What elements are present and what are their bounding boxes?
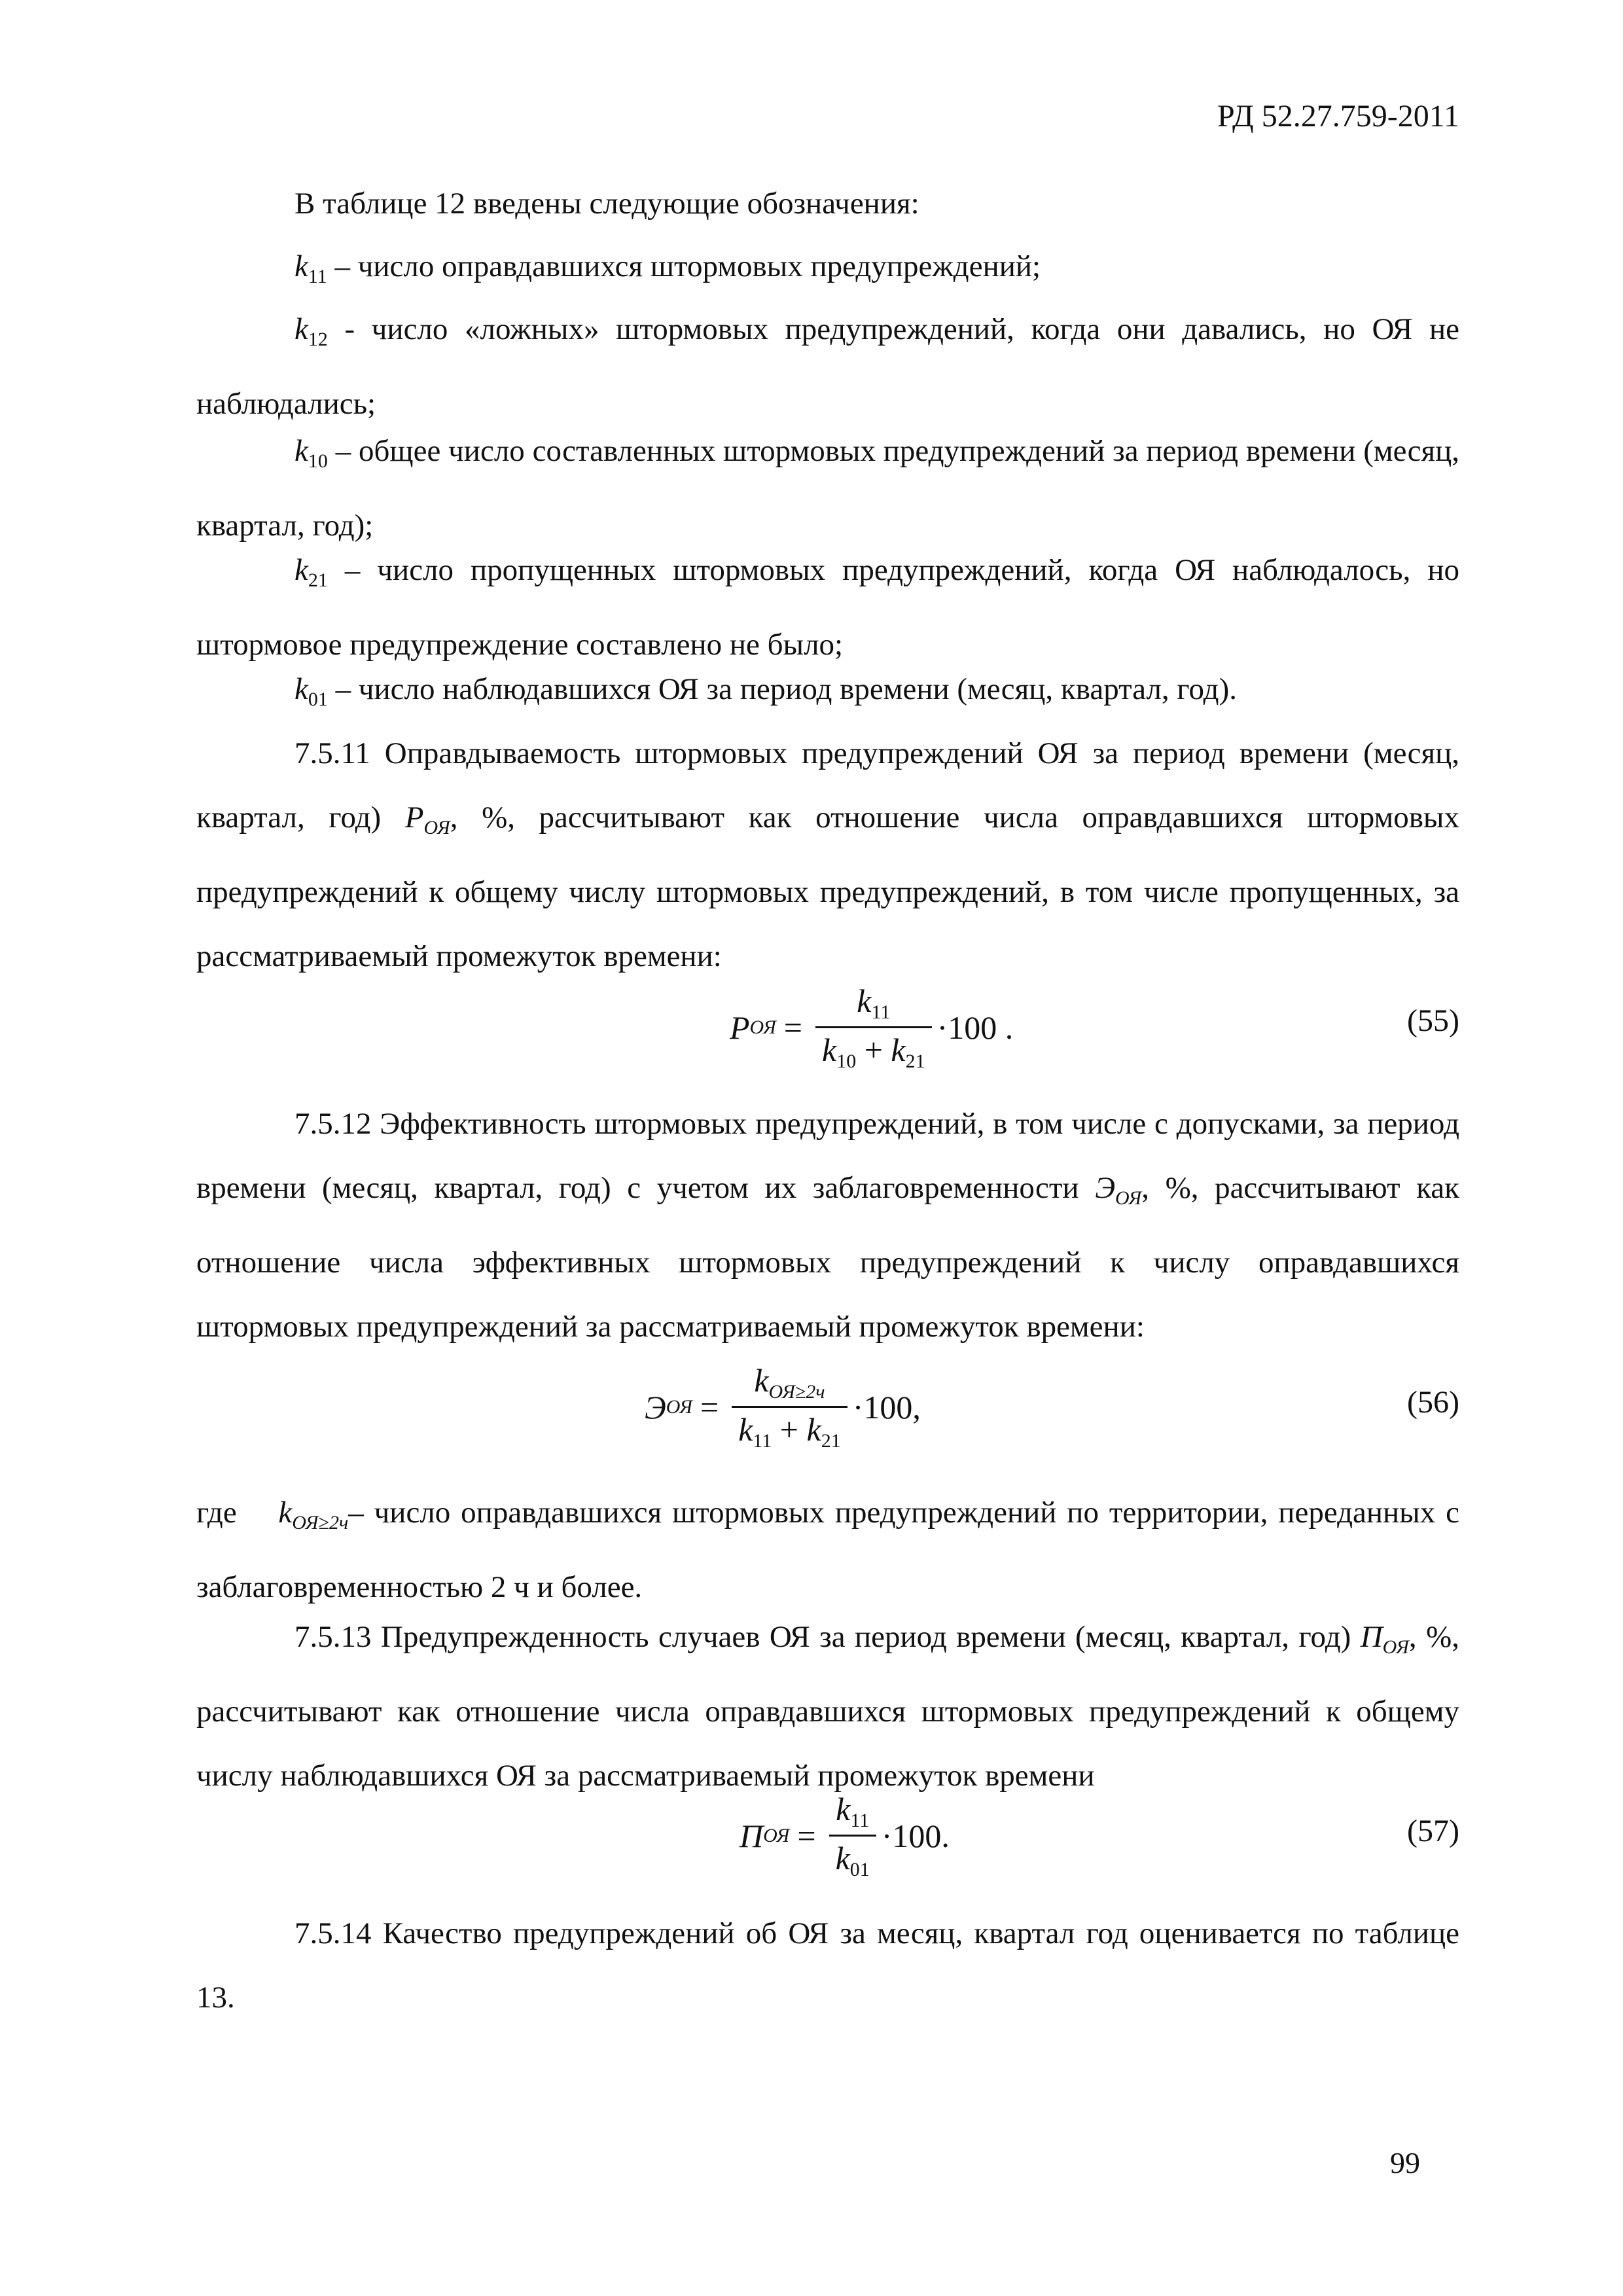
definition-k01: $k_{01}$ – число наблюдавшихся ОЯ за период времени (месяц, квартал, год).: [294, 672, 1237, 710]
paragraph-7-5-12: 7.5.12 Эффективность штормовых предупреждений, в том числе с допусками, за период времени (месяц, квартал, год) с учетом их заблаговременности $Э_{ОЯ}$, %, рассчитывают как отношение числа эффективных штормовых предупреждений к числу оправдавшихся штормовых предупреждений за рассматриваемый промежуток времени:: [196, 1107, 1460, 1344]
definition-k21: $k_{21}$ – число пропущенных штормовых предупреждений, когда ОЯ наблюдалось, но штормовое предупреждение составлено не было;: [196, 553, 1459, 662]
definition-k12: $k_{12}$ - число «ложных» штормовых предупреждений, когда они давались, но ОЯ не наблюдались;: [196, 312, 1459, 421]
fraction: $\frac{k_{11}}{k_{10} + k_{21}}$: [815, 982, 932, 1073]
document-code: РД 52.27.759-2011: [1217, 99, 1459, 134]
formula-55: P ОЯ = $\frac{k_{11}}{k_{10} + k_{21}}$ ·100 .: [730, 982, 1014, 1072]
equation-number-57: (57): [1407, 1814, 1459, 1848]
formula-57: П ОЯ = $\frac{k_{11}}{k_{01}}$ ·100.: [740, 1791, 950, 1880]
paragraph-7-5-14: 7.5.14 Качество предупреждений об ОЯ за месяц, квартал год оценивается по таблице 13.: [196, 1916, 1459, 2015]
definition-k10: $k_{10}$ – общее число составленных штормовых предупреждений за период времени (месяц, квартал, год);: [196, 434, 1460, 543]
intro-line: В таблице 12 введены следующие обозначения:: [294, 187, 919, 221]
paragraph-7-5-13: 7.5.13 Предупрежденность случаев ОЯ за период времени (месяц, квартал, год) $П_{ОЯ}$, %, рассчитывают как отношение числа оправдавшихся штормовых предупреждений к общему числу наблюдавшихся ОЯ за рассматриваемый промежуток времени: [196, 1620, 1460, 1793]
equation-number-56: (56): [1407, 1385, 1459, 1420]
where-clause: где $k_{ОЯ\ge 2ч}-$ число оправдавшихся штормовых предупреждений по территории, переданных с заблаговременностью 2 ч и более.: [196, 1496, 1459, 1604]
fraction: $\frac{k_{ОЯ\ge 2ч}}{k_{11} + k_{21}}$: [732, 1361, 847, 1452]
equation-number-55: (55): [1407, 1003, 1459, 1038]
fraction: $\frac{k_{11}}{k_{01}}$: [829, 1790, 876, 1881]
page-number: 99: [1390, 2146, 1420, 2179]
formula-56: Э ОЯ = $\frac{k_{ОЯ\ge 2ч}}{k_{11} + k_{21}}$ ·100,: [645, 1362, 921, 1452]
definition-k11: $k_{11}$ – число оправдавшихся штормовых предупреждений;: [294, 249, 1041, 287]
paragraph-7-5-11: 7.5.11 Оправдываемость штормовых предупреждений ОЯ за период времени (месяц, квартал, год) $P_{ОЯ}$, %, рассчитывают как отношение числа оправдавшихся штормовых предупреждений к общему числу штормовых предупреждений, в том числе пропущенных, за рассматриваемый промежуток времени:: [196, 736, 1459, 973]
